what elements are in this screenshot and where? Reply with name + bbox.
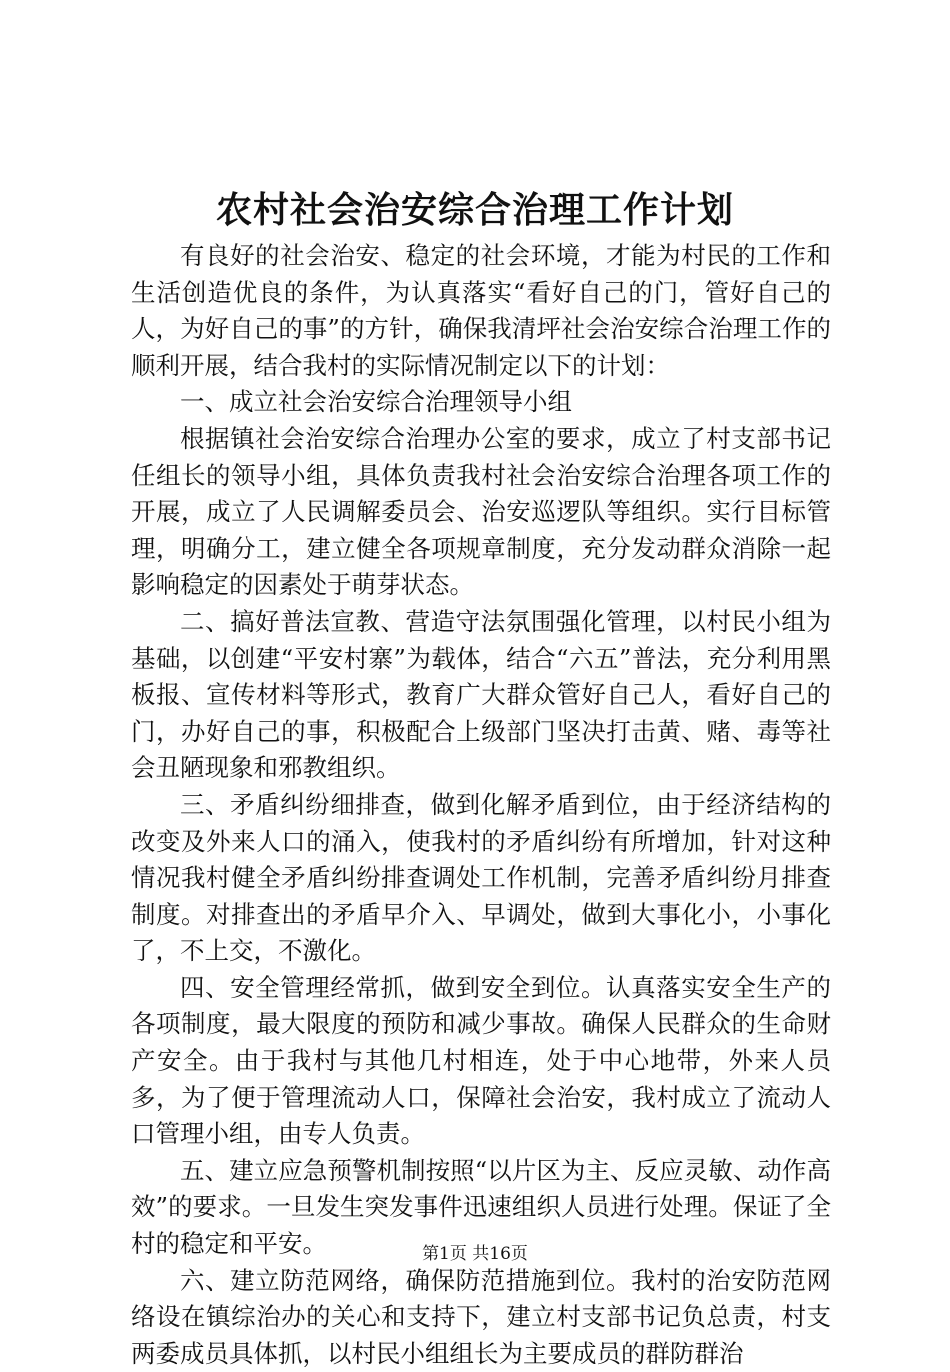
section-3-paragraph: 三、矛盾纠纷细排查，做到化解矛盾到位，由于经济结构的改变及外来人口的涌入，使我村的矛盾纠纷有所增加，针对这种情况我村健全矛盾纠纷排查调处工作机制，完善矛盾纠纷月排查制度。对排查出的矛盾早介入、早调处，做到大事化小，小事化了，不上交，不激化。 [131, 789, 831, 966]
page-number-footer: 第1页 共16页 [422, 1244, 528, 1264]
section-5-paragraph: 五、建立应急预警机制按照“以片区为主、反应灵敏、动作高效”的要求。一旦发生突发事件迅速组织人员进行处理。保证了全村的稳定和平安。 [131, 1155, 831, 1259]
section-4-paragraph: 四、安全管理经常抓，做到安全到位。认真落实安全生产的各项制度，最大限度的预防和减少事故。确保人民群众的生命财产安全。由于我村与其他几村相连，处于中心地带，外来人员多，为了便于管理流动人口，保障社会治安，我村成立了流动人口管理小组，由专人负责。 [131, 972, 831, 1149]
section-6-paragraph: 六、建立防范网络，确保防范措施到位。我村的治安防范网络设在镇综治办的关心和支持下，建立村支部书记负总责，村支两委成员具体抓，以村民小组组长为主要成员的群防群治 [131, 1265, 831, 1368]
section-heading-1: 一、成立社会治安综合治理领导小组 [180, 387, 572, 417]
section-1-paragraph: 根据镇社会治安综合治理办公室的要求，成立了村支部书记任组长的领导小组，具体负责我村社会治安综合治理各项工作的开展，成立了人民调解委员会、治安巡逻队等组织。实行目标管理，明确分工，建立健全各项规章制度，充分发动群众消除一起影响稳定的因素处于萌芽状态。 [131, 423, 831, 600]
intro-paragraph: 有良好的社会治安、稳定的社会环境，才能为村民的工作和生活创造优良的条件，为认真落实“看好自己的门，管好自己的人，为好自己的事”的方针，确保我清坪社会治安综合治理工作的顺利开展，结合我村的实际情况制定以下的计划： [131, 241, 831, 380]
page-title: 农村社会治安综合治理工作计划 [215, 189, 734, 231]
section-2-paragraph: 二、搞好普法宣教、营造守法氛围强化管理，以村民小组为基础，以创建“平安村寨”为载体，结合“六五”普法，充分利用黑板报、宣传材料等形式，教育广大群众管好自己人，看好自己的门，办好自己的事，积极配合上级部门坚决打击黄、赌、毒等社会丑陋现象和邪教组织。 [131, 606, 831, 783]
document-body [131, 238, 831, 1372]
